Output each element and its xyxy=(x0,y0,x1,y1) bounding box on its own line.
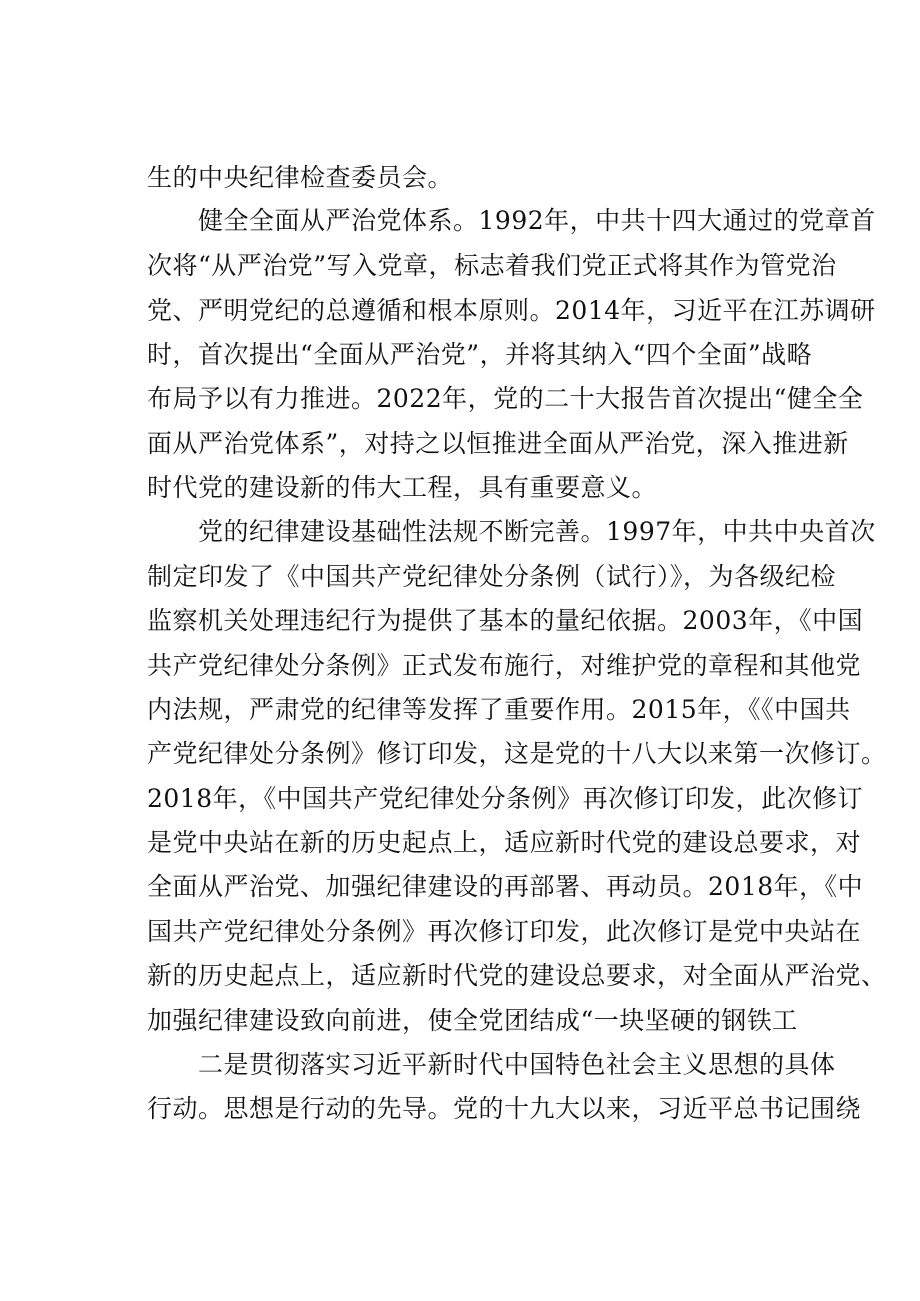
text-line: 共产党纪律处分条例》正式发布施行，对维护党的章程和其他党 xyxy=(147,651,862,680)
text-line: 二是贯彻落实习近平新时代中国特色社会主义思想的具体 xyxy=(198,1050,836,1079)
text-line: 内法规，严肃党的纪律等发挥了重要作用。2015年，《《中国共 xyxy=(147,695,851,724)
text-line: 是党中央站在新的历史起点上，适应新时代党的建设总要求，对 xyxy=(147,828,862,857)
text-line: 监察机关处理违纪行为提供了基本的量纪依据。2003年，《中国 xyxy=(147,606,864,635)
text-line: 党的纪律建设基础性法规不断完善。1997年，中共中央首次 xyxy=(198,517,876,546)
text-line: 制定印发了《中国共产党纪律处分条例（试行）》，为各级纪检 xyxy=(147,562,837,591)
text-line: 健全全面从严治党体系。1992年，中共十四大通过的党章首 xyxy=(198,206,876,235)
text-line: 全面从严治党、加强纪律建设的再部署、再动员。2018年，《中 xyxy=(147,872,864,901)
text-line: 新的历史起点上，适应新时代党的建设总要求，对全面从严治党、 xyxy=(147,961,887,990)
text-line: 党、严明党纪的总遵循和根本原则。2014年，习近平在江苏调研 xyxy=(147,296,876,325)
text-line: 产党纪律处分条例》修订印发，这是党的十八大以来第一次修订。 xyxy=(147,739,887,768)
text-line: 2018年，《中国共产党纪律处分条例》再次修订印发，此次修订 xyxy=(147,784,864,813)
text-line: 布局予以有力推进。2022年，党的二十大报告首次提出“健全全 xyxy=(147,384,864,413)
text-line: 生的中央纪律检查委员会。 xyxy=(147,163,454,192)
text-line: 行动。思想是行动的先导。党的十九大以来，习近平总书记围绕 xyxy=(147,1094,862,1123)
text-line: 次将“从严治党”写入党章，标志着我们党正式将其作为管党治 xyxy=(147,251,837,280)
text-line: 加强纪律建设致向前进，使全党团结成“一块坚硬的钢铁工 xyxy=(147,1006,798,1035)
text-line: 时代党的建设新的伟大工程，具有重要意义。 xyxy=(147,473,658,502)
text-line: 国共产党纪律处分条例》再次修订印发，此次修订是党中央站在 xyxy=(147,917,862,946)
text-line: 时，首次提出“全面从严治党”，并将其纳入“四个全面”战略 xyxy=(147,340,813,369)
text-line: 面从严治党体系”，对持之以恒推进全面从严治党，深入推进新 xyxy=(147,429,849,458)
